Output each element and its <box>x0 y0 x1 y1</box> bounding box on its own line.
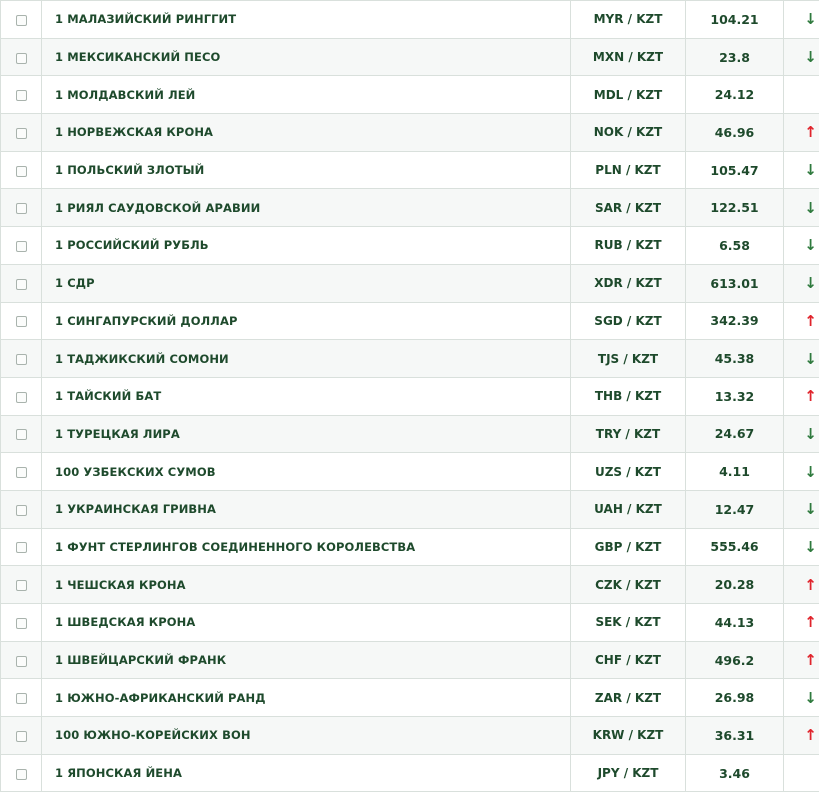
row-select-cell <box>1 528 42 566</box>
exchange-rate: 12.47 <box>686 490 784 528</box>
row-checkbox[interactable] <box>16 731 27 742</box>
currency-pair: UZS / KZT <box>571 453 686 491</box>
trend-cell <box>784 114 819 152</box>
currency-name: 1 МАЛАЗИЙСКИЙ РИНГГИТ <box>42 1 571 39</box>
arrow-down-icon: ↓ <box>804 500 817 519</box>
currency-pair: MYR / KZT <box>571 1 686 39</box>
exchange-rate: 3.46 <box>686 754 784 792</box>
currency-pair: UAH / KZT <box>571 490 686 528</box>
row-select-cell <box>1 302 42 340</box>
exchange-rate: 24.12 <box>686 76 784 114</box>
currency-name: 1 ЯПОНСКАЯ ЙЕНА <box>42 754 571 792</box>
exchange-rate: 555.46 <box>686 528 784 566</box>
arrow-up-icon: ↑ <box>804 726 817 745</box>
arrow-down-icon: ↓ <box>804 349 817 368</box>
currency-pair: TRY / KZT <box>571 415 686 453</box>
currency-name: 1 ФУНТ СТЕРЛИНГОВ СОЕДИНЕННОГО КОРОЛЕВСТВА <box>42 528 571 566</box>
table-row <box>1 151 819 189</box>
currency-pair: JPY / KZT <box>571 754 686 792</box>
row-checkbox[interactable] <box>16 467 27 478</box>
row-select-cell <box>1 717 42 755</box>
row-checkbox[interactable] <box>16 429 27 440</box>
arrow-up-icon: ↑ <box>804 311 817 330</box>
trend-cell <box>784 604 819 642</box>
row-select-cell <box>1 415 42 453</box>
exchange-rate: 104.21 <box>686 1 784 39</box>
exchange-rate: 44.13 <box>686 604 784 642</box>
arrow-up-icon: ↑ <box>804 575 817 594</box>
exchange-rate: 4.11 <box>686 453 784 491</box>
arrow-up-icon: ↑ <box>804 387 817 406</box>
row-checkbox[interactable] <box>16 241 27 252</box>
table-row <box>1 453 819 491</box>
currency-pair: PLN / KZT <box>571 151 686 189</box>
trend-cell <box>784 1 819 39</box>
trend-cell <box>784 415 819 453</box>
table-row <box>1 114 819 152</box>
row-checkbox[interactable] <box>16 316 27 327</box>
exchange-rate: 13.32 <box>686 377 784 415</box>
row-checkbox[interactable] <box>16 128 27 139</box>
exchange-rate: 24.67 <box>686 415 784 453</box>
currency-pair: SAR / KZT <box>571 189 686 227</box>
table-row <box>1 528 819 566</box>
currency-name: 1 МОЛДАВСКИЙ ЛЕЙ <box>42 76 571 114</box>
currency-name: 1 ШВЕЙЦАРСКИЙ ФРАНК <box>42 641 571 679</box>
table-row <box>1 76 819 114</box>
table-row <box>1 566 819 604</box>
row-select-cell <box>1 679 42 717</box>
currency-pair: CHF / KZT <box>571 641 686 679</box>
exchange-rate: 122.51 <box>686 189 784 227</box>
table-row <box>1 490 819 528</box>
table-row <box>1 377 819 415</box>
arrow-down-icon: ↓ <box>804 198 817 217</box>
currency-name: 1 ТАДЖИКСКИЙ СОМОНИ <box>42 340 571 378</box>
currency-pair: XDR / KZT <box>571 264 686 302</box>
currency-pair: KRW / KZT <box>571 717 686 755</box>
exchange-rate: 6.58 <box>686 227 784 265</box>
row-checkbox[interactable] <box>16 580 27 591</box>
currency-pair: TJS / KZT <box>571 340 686 378</box>
row-checkbox[interactable] <box>16 656 27 667</box>
arrow-up-icon: ↑ <box>804 123 817 142</box>
currency-pair: SEK / KZT <box>571 604 686 642</box>
row-checkbox[interactable] <box>16 618 27 629</box>
currency-name: 1 ЮЖНО-АФРИКАНСКИЙ РАНД <box>42 679 571 717</box>
exchange-rate: 105.47 <box>686 151 784 189</box>
trend-cell <box>784 679 819 717</box>
table-row <box>1 641 819 679</box>
row-select-cell <box>1 754 42 792</box>
currency-name: 1 СИНГАПУРСКИЙ ДОЛЛАР <box>42 302 571 340</box>
currency-name: 1 РИЯЛ САУДОВСКОЙ АРАВИИ <box>42 189 571 227</box>
row-checkbox[interactable] <box>16 769 27 780</box>
table-row <box>1 302 819 340</box>
row-select-cell <box>1 453 42 491</box>
arrow-up-icon: ↑ <box>804 651 817 670</box>
table-row <box>1 1 819 39</box>
row-checkbox[interactable] <box>16 15 27 26</box>
row-select-cell <box>1 1 42 39</box>
table-row <box>1 754 819 792</box>
row-checkbox[interactable] <box>16 203 27 214</box>
currency-pair: GBP / KZT <box>571 528 686 566</box>
arrow-down-icon: ↓ <box>804 424 817 443</box>
row-select-cell <box>1 189 42 227</box>
row-select-cell <box>1 604 42 642</box>
currency-pair: MDL / KZT <box>571 76 686 114</box>
currency-pair: CZK / KZT <box>571 566 686 604</box>
currency-name: 1 ЧЕШСКАЯ КРОНА <box>42 566 571 604</box>
row-select-cell <box>1 227 42 265</box>
trend-cell <box>784 340 819 378</box>
currency-name: 1 ТУРЕЦКАЯ ЛИРА <box>42 415 571 453</box>
exchange-rate: 46.96 <box>686 114 784 152</box>
exchange-rate: 20.28 <box>686 566 784 604</box>
row-select-cell <box>1 151 42 189</box>
currency-rates-body <box>1 1 819 792</box>
currency-pair: SGD / KZT <box>571 302 686 340</box>
currency-name: 100 УЗБЕКСКИХ СУМОВ <box>42 453 571 491</box>
row-select-cell <box>1 566 42 604</box>
trend-cell <box>784 754 819 792</box>
arrow-down-icon: ↓ <box>804 236 817 255</box>
trend-cell <box>784 717 819 755</box>
trend-cell <box>784 151 819 189</box>
arrow-down-icon: ↓ <box>804 688 817 707</box>
row-select-cell <box>1 377 42 415</box>
table-row <box>1 717 819 755</box>
arrow-down-icon: ↓ <box>804 10 817 29</box>
currency-name: 1 ПОЛЬСКИЙ ЗЛОТЫЙ <box>42 151 571 189</box>
table-row <box>1 38 819 76</box>
row-checkbox[interactable] <box>16 53 27 64</box>
trend-cell <box>784 227 819 265</box>
exchange-rate: 36.31 <box>686 717 784 755</box>
exchange-rate: 496.2 <box>686 641 784 679</box>
currency-name: 1 УКРАИНСКАЯ ГРИВНА <box>42 490 571 528</box>
row-select-cell <box>1 490 42 528</box>
currency-name: 1 МЕКСИКАНСКИЙ ПЕСО <box>42 38 571 76</box>
row-select-cell <box>1 340 42 378</box>
table-row <box>1 264 819 302</box>
trend-cell <box>784 377 819 415</box>
exchange-rate: 23.8 <box>686 38 784 76</box>
trend-cell <box>784 528 819 566</box>
trend-cell <box>784 302 819 340</box>
currency-pair: NOK / KZT <box>571 114 686 152</box>
row-select-cell <box>1 264 42 302</box>
currency-name: 100 ЮЖНО-КОРЕЙСКИХ ВОН <box>42 717 571 755</box>
currency-pair: MXN / KZT <box>571 38 686 76</box>
currency-name: 1 РОССИЙСКИЙ РУБЛЬ <box>42 227 571 265</box>
exchange-rate: 342.39 <box>686 302 784 340</box>
row-checkbox[interactable] <box>16 693 27 704</box>
row-checkbox[interactable] <box>16 279 27 290</box>
table-row <box>1 415 819 453</box>
row-select-cell <box>1 38 42 76</box>
row-checkbox[interactable] <box>16 392 27 403</box>
arrow-down-icon: ↓ <box>804 48 817 67</box>
exchange-rate: 45.38 <box>686 340 784 378</box>
table-row <box>1 227 819 265</box>
currency-pair: ZAR / KZT <box>571 679 686 717</box>
row-checkbox[interactable] <box>16 354 27 365</box>
currency-name: 1 СДР <box>42 264 571 302</box>
arrow-down-icon: ↓ <box>804 537 817 556</box>
trend-cell <box>784 490 819 528</box>
currency-pair: RUB / KZT <box>571 227 686 265</box>
currency-name: 1 ШВЕДСКАЯ КРОНА <box>42 604 571 642</box>
row-select-cell <box>1 641 42 679</box>
row-select-cell <box>1 76 42 114</box>
exchange-rate: 26.98 <box>686 679 784 717</box>
row-select-cell <box>1 114 42 152</box>
arrow-up-icon: ↑ <box>804 613 817 632</box>
exchange-rate: 613.01 <box>686 264 784 302</box>
row-checkbox[interactable] <box>16 542 27 553</box>
row-checkbox[interactable] <box>16 166 27 177</box>
currency-pair: THB / KZT <box>571 377 686 415</box>
trend-cell <box>784 38 819 76</box>
trend-cell <box>784 189 819 227</box>
trend-cell <box>784 264 819 302</box>
currency-name: 1 ТАЙСКИЙ БАТ <box>42 377 571 415</box>
currency-name: 1 НОРВЕЖСКАЯ КРОНА <box>42 114 571 152</box>
arrow-down-icon: ↓ <box>804 462 817 481</box>
trend-cell <box>784 76 819 114</box>
arrow-down-icon: ↓ <box>804 274 817 293</box>
trend-cell <box>784 566 819 604</box>
trend-cell <box>784 453 819 491</box>
row-checkbox[interactable] <box>16 505 27 516</box>
table-row <box>1 189 819 227</box>
row-checkbox[interactable] <box>16 90 27 101</box>
arrow-down-icon: ↓ <box>804 161 817 180</box>
table-row <box>1 679 819 717</box>
trend-cell <box>784 641 819 679</box>
table-row <box>1 604 819 642</box>
table-row <box>1 340 819 378</box>
